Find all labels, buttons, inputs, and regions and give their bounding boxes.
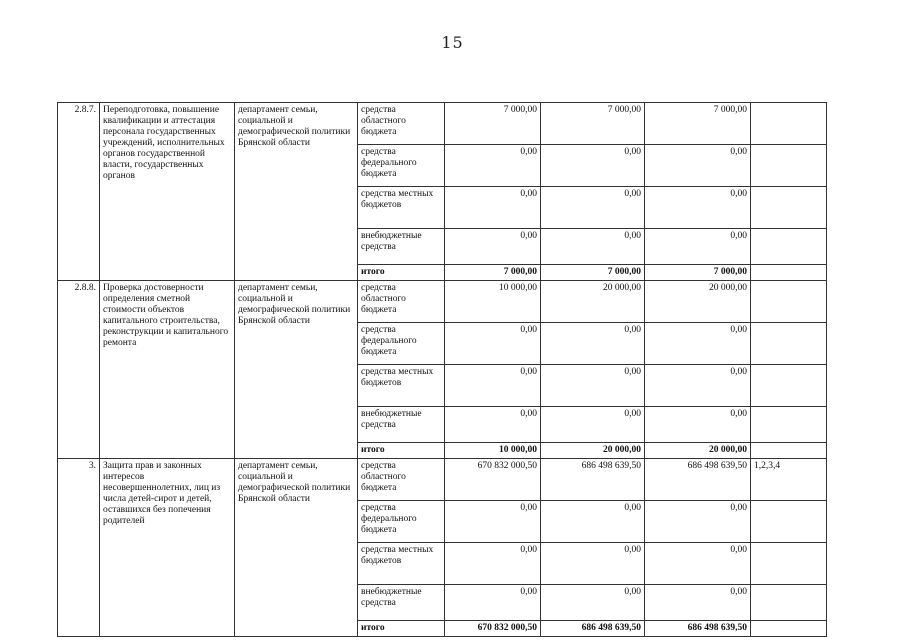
row-notes: [751, 323, 827, 365]
table-body: [58, 103, 827, 637]
row-notes: [751, 407, 827, 443]
total-label: итого: [358, 621, 445, 637]
funding-value-1: 0,00: [445, 323, 541, 365]
funding-source: внебюджетные средства: [358, 585, 445, 621]
row-notes: [751, 585, 827, 621]
total-value-1: 670 832 000,50: [445, 621, 541, 637]
funding-source: средства местных бюджетов: [358, 365, 445, 407]
table-row: [58, 281, 827, 323]
row-executor: департамент семьи, социальной и демографической политики Брянской области: [235, 459, 358, 637]
budget-table: [57, 102, 827, 637]
total-value-2: 686 498 639,50: [541, 621, 645, 637]
funding-value-2: 0,00: [541, 229, 645, 265]
total-value-1: 7 000,00: [445, 265, 541, 281]
funding-value-2: 0,00: [541, 543, 645, 585]
funding-value-3: 0,00: [645, 585, 751, 621]
funding-source: средства местных бюджетов: [358, 187, 445, 229]
funding-value-3: 0,00: [645, 365, 751, 407]
row-name: Проверка достоверности определения сметной стоимости объектов капитального строительства, реконструкции и капитального ремонта: [100, 281, 235, 459]
funding-value-2: 0,00: [541, 501, 645, 543]
funding-value-2: 0,00: [541, 145, 645, 187]
row-notes: 1,2,3,4: [751, 459, 827, 501]
row-notes: [751, 501, 827, 543]
funding-value-3: 7 000,00: [645, 103, 751, 145]
row-notes: [751, 443, 827, 459]
funding-value-2: 7 000,00: [541, 103, 645, 145]
funding-source: средства областного бюджета: [358, 103, 445, 145]
funding-value-1: 0,00: [445, 501, 541, 543]
funding-value-3: 0,00: [645, 407, 751, 443]
row-name: Переподготовка, повышение квалификации и аттестация персонала государственных учреждений, исполнительных органов государственной власти, государственных органов: [100, 103, 235, 281]
row-name: Защита прав и законных интересов несовершеннолетних, лиц из числа детей-сирот и детей, оставшихся без попечения родителей: [100, 459, 235, 637]
row-notes: [751, 265, 827, 281]
funding-source: внебюджетные средства: [358, 407, 445, 443]
table-row: [58, 103, 827, 145]
row-code: 3.: [58, 459, 100, 637]
row-notes: [751, 187, 827, 229]
row-notes: [751, 621, 827, 637]
total-label: итого: [358, 443, 445, 459]
funding-source: средства областного бюджета: [358, 459, 445, 501]
funding-value-3: 0,00: [645, 145, 751, 187]
funding-value-1: 670 832 000,50: [445, 459, 541, 501]
funding-value-2: 20 000,00: [541, 281, 645, 323]
funding-value-1: 0,00: [445, 145, 541, 187]
row-notes: [751, 365, 827, 407]
total-label: итого: [358, 265, 445, 281]
funding-value-3: 686 498 639,50: [645, 459, 751, 501]
funding-value-3: 0,00: [645, 543, 751, 585]
row-notes: [751, 281, 827, 323]
funding-value-1: 0,00: [445, 585, 541, 621]
funding-value-3: 0,00: [645, 501, 751, 543]
funding-value-3: 0,00: [645, 187, 751, 229]
row-executor: департамент семьи, социальной и демографической политики Брянской области: [235, 281, 358, 459]
row-code: 2.8.7.: [58, 103, 100, 281]
funding-value-1: 10 000,00: [445, 281, 541, 323]
funding-value-1: 0,00: [445, 229, 541, 265]
funding-value-1: 0,00: [445, 543, 541, 585]
funding-source: средства федерального бюджета: [358, 501, 445, 543]
funding-value-3: 20 000,00: [645, 281, 751, 323]
funding-value-2: 686 498 639,50: [541, 459, 645, 501]
table-row: [58, 459, 827, 501]
funding-source: средства областного бюджета: [358, 281, 445, 323]
funding-value-2: 0,00: [541, 323, 645, 365]
funding-value-2: 0,00: [541, 187, 645, 229]
total-value-3: 7 000,00: [645, 265, 751, 281]
row-executor: департамент семьи, социальной и демографической политики Брянской области: [235, 103, 358, 281]
funding-value-3: 0,00: [645, 323, 751, 365]
funding-value-2: 0,00: [541, 365, 645, 407]
funding-source: средства местных бюджетов: [358, 543, 445, 585]
row-notes: [751, 145, 827, 187]
funding-value-2: 0,00: [541, 407, 645, 443]
row-notes: [751, 229, 827, 265]
funding-value-1: 0,00: [445, 187, 541, 229]
row-code: 2.8.8.: [58, 281, 100, 459]
funding-value-1: 0,00: [445, 407, 541, 443]
funding-value-3: 0,00: [645, 229, 751, 265]
funding-value-2: 0,00: [541, 585, 645, 621]
funding-source: средства федерального бюджета: [358, 145, 445, 187]
funding-source: внебюджетные средства: [358, 229, 445, 265]
row-notes: [751, 543, 827, 585]
funding-value-1: 0,00: [445, 365, 541, 407]
total-value-3: 686 498 639,50: [645, 621, 751, 637]
total-value-2: 7 000,00: [541, 265, 645, 281]
page-number: 15: [441, 33, 464, 52]
funding-value-1: 7 000,00: [445, 103, 541, 145]
row-notes: [751, 103, 827, 145]
total-value-2: 20 000,00: [541, 443, 645, 459]
total-value-3: 20 000,00: [645, 443, 751, 459]
total-value-1: 10 000,00: [445, 443, 541, 459]
funding-source: средства федерального бюджета: [358, 323, 445, 365]
